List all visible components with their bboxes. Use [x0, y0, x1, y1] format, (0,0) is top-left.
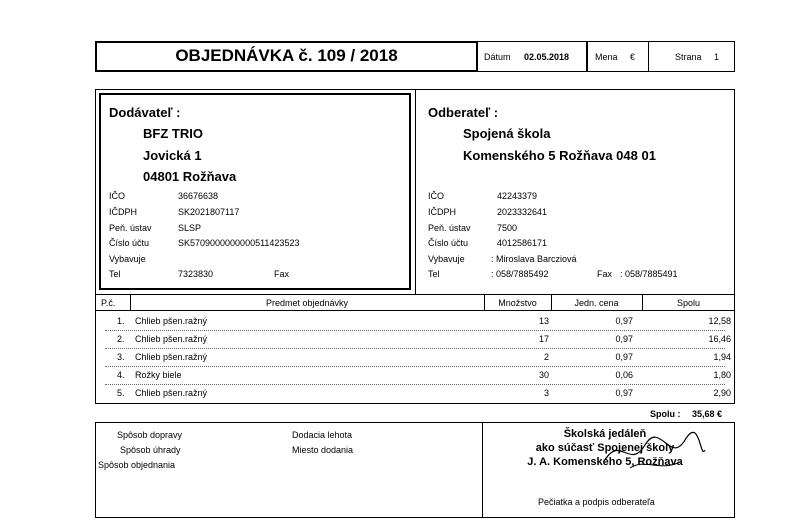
supplier-icdph-value: SK2021807117: [178, 207, 240, 217]
row-total: 1,94: [713, 352, 731, 362]
date-value: 02.05.2018: [524, 52, 570, 62]
supplier-tel-value: 7323830: [178, 269, 214, 279]
row-total: 2,90: [713, 388, 731, 398]
row-item: Chlieb pšen.ražný: [135, 388, 208, 398]
customer-icdph-value: 2023332641: [497, 207, 548, 217]
row-unit-price: 0,97: [615, 316, 633, 326]
stamp-line-3: J. A. Komenského 5, Rožňava: [527, 456, 683, 468]
row-unit-price: 0,97: [615, 334, 633, 344]
date-label: Dátum: [484, 52, 511, 62]
row-unit-price: 0,06: [615, 370, 633, 380]
row-qty: 2: [543, 352, 549, 362]
row-item: Chlieb pšen.ražný: [135, 334, 208, 344]
table-row: [95, 368, 735, 386]
customer-account-label: Číslo účtu: [428, 238, 469, 248]
transport-label: Spôsob dopravy: [117, 430, 183, 440]
row-dots: [105, 330, 725, 331]
supplier-fax-label: Fax: [274, 269, 290, 279]
column-header-unit: Jedn. cena: [574, 298, 619, 308]
supplier-bank-label: Peň. ústav: [109, 223, 152, 233]
row-number: 4.: [117, 370, 125, 380]
customer-tel-value: : 058/7885492: [491, 269, 549, 279]
customer-fax-label: Fax: [597, 269, 613, 279]
delivery-place-label: Miesto dodania: [292, 445, 354, 455]
customer-tel-label: Tel: [428, 269, 440, 279]
page-value: 1: [714, 52, 720, 62]
supplier-name: BFZ TRIO: [143, 126, 203, 141]
supplier-icdph-label: IČDPH: [109, 207, 138, 217]
supplier-street: Jovická 1: [143, 148, 202, 163]
stamp-line-1: Školská jedáleň: [563, 428, 647, 440]
supplier-account-value: SK5709000000000511423523: [178, 238, 300, 248]
row-number: 5.: [117, 388, 125, 398]
stamp-caption: Pečiatka a podpis odberateľa: [538, 497, 655, 507]
supplier-bank-value: SLSP: [178, 223, 202, 233]
row-total: 16,46: [708, 334, 731, 344]
customer-name: Spojená škola: [463, 126, 551, 141]
row-item: Chlieb pšen.ražný: [135, 352, 208, 362]
customer-bank-label: Peň. ústav: [428, 223, 471, 233]
table-row: [95, 332, 735, 350]
order-method-label: Spôsob objednania: [98, 460, 176, 470]
row-item: Chlieb pšen.ražný: [135, 316, 208, 326]
row-qty: 17: [538, 334, 549, 344]
customer-contact-value: : Miroslava Barcziová: [491, 254, 577, 264]
customer-address: Komenského 5 Rožňava 048 01: [463, 148, 656, 163]
sum-value: 35,68 €: [692, 409, 723, 419]
row-number: 1.: [117, 316, 125, 326]
row-total: 12,58: [708, 316, 731, 326]
row-qty: 13: [538, 316, 549, 326]
customer-icdph-label: IČDPH: [428, 207, 457, 217]
row-item: Rožky biele: [135, 370, 182, 380]
currency-label: Mena: [595, 52, 618, 62]
customer-account-value: 4012586171: [497, 238, 548, 248]
customer-contact-label: Vybavuje: [428, 254, 465, 264]
customer-ico-value: 42243379: [497, 191, 538, 201]
supplier-city: 04801 Rožňava: [143, 169, 237, 184]
table-header-divider: [95, 310, 735, 311]
column-header-item: Predmet objednávky: [265, 298, 349, 308]
row-dots: [105, 384, 725, 385]
supplier-box: [99, 93, 411, 290]
delivery-term-label: Dodacia lehota: [292, 430, 353, 440]
table-row: [95, 386, 735, 404]
currency-value: €: [630, 52, 636, 62]
column-header-qty: Množstvo: [498, 298, 537, 308]
parties-divider: [415, 89, 416, 295]
row-qty: 3: [543, 388, 549, 398]
supplier-contact-label: Vybavuje: [109, 254, 146, 264]
column-header-total: Spolu: [676, 298, 701, 308]
row-unit-price: 0,97: [615, 352, 633, 362]
supplier-heading: Dodávateľ :: [109, 105, 181, 120]
document-title: OBJEDNÁVKA č. 109 / 2018: [175, 46, 398, 65]
row-number: 3.: [117, 352, 125, 362]
supplier-account-label: Číslo účtu: [109, 238, 150, 248]
customer-fax-value: : 058/7885491: [620, 269, 678, 279]
row-number: 2.: [117, 334, 125, 344]
page-label: Strana: [675, 52, 702, 62]
row-unit-price: 0,97: [615, 388, 633, 398]
stamp-line-2: ako súčasť Spojenej školy: [535, 442, 675, 454]
table-row: [95, 314, 735, 332]
payment-label: Spôsob úhrady: [120, 445, 181, 455]
row-dots: [105, 366, 725, 367]
row-qty: 30: [538, 370, 549, 380]
row-total: 1,80: [713, 370, 731, 380]
customer-heading: Odberateľ :: [428, 105, 499, 120]
footer-divider: [482, 422, 483, 518]
table-row: [95, 350, 735, 368]
signature-scribble: [600, 430, 710, 475]
supplier-ico-label: IČO: [109, 191, 126, 201]
customer-bank-value: 7500: [497, 223, 518, 233]
supplier-ico-value: 36676638: [178, 191, 219, 201]
sum-label: Spolu :: [650, 409, 681, 419]
column-header-no: P.č.: [101, 298, 116, 308]
row-dots: [105, 348, 725, 349]
supplier-tel-label: Tel: [109, 269, 121, 279]
customer-ico-label: IČO: [428, 191, 445, 201]
